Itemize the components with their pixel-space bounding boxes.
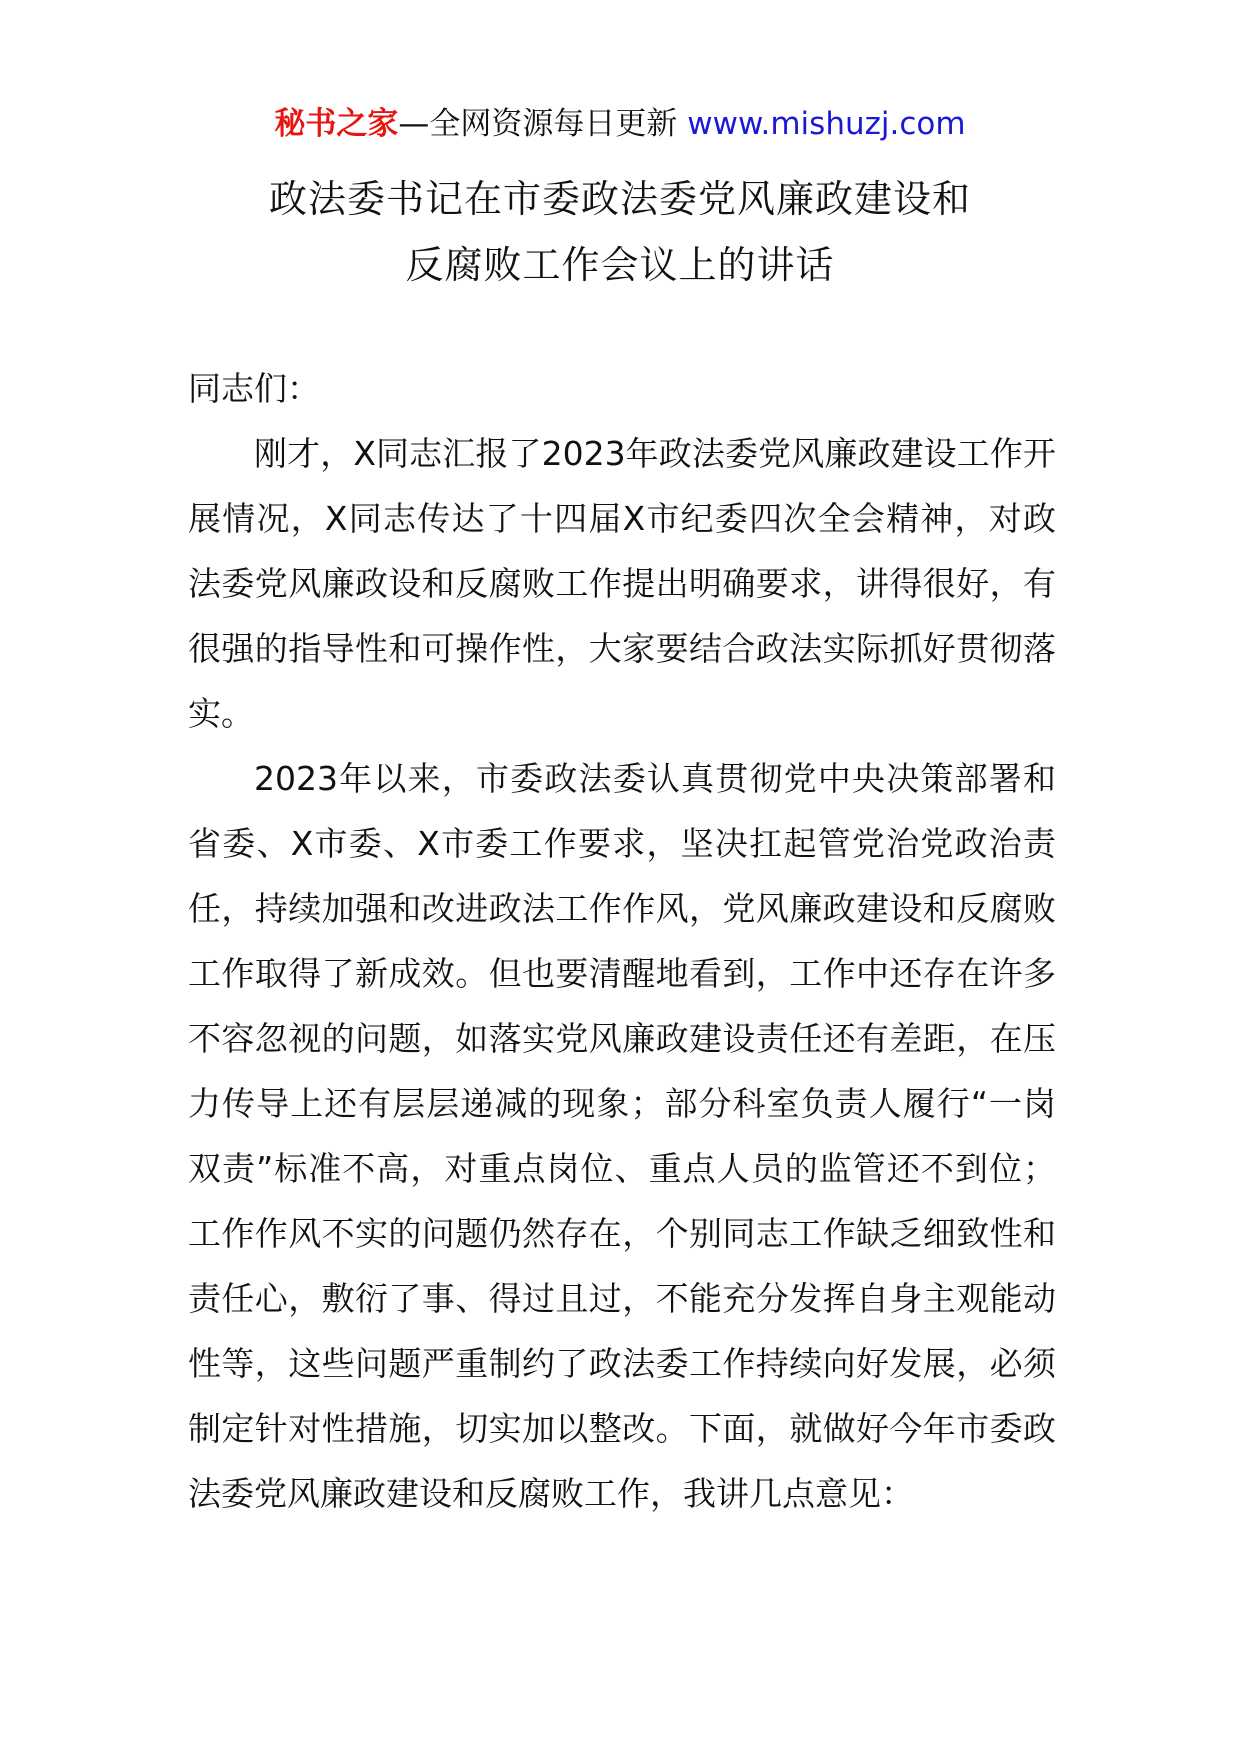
- site-header: [0, 104, 1240, 144]
- document-title: [0, 166, 1240, 298]
- salutation: 同志们：: [188, 369, 320, 408]
- header-slogan: —全网资源每日更新: [398, 106, 688, 142]
- brand-name: 秘书之家: [274, 106, 399, 142]
- title-line-2: 反腐败工作会议上的讲话: [405, 243, 835, 287]
- paragraph-2: 2023年以来，市委政法委认真贯彻党中央决策部署和省委、X市委、X市委工作要求，坚决扛起管党治党政治责任，持续加强和改进政法工作作风，党风廉政建设和反腐败工作取得了新成效。但也要清醒地看到，工作中还存在许多不容忽视的问题，如落实党风廉政建设责任还有差距，在压力传导上还有层层递减的现象；部分科室负责人履行“一岗双责”标准不高，对重点岗位、重点人员的监管还不到位；工作作风不实的问题仍然存在，个别同志工作缺乏细致性和责任心，敷衍了事、得过且过，不能充分发挥自身主观能动性等，这些问题严重制约了政法委工作持续向好发展，必须制定针对性措施，切实加以整改。下面，就做好今年市委政法委党风廉政建设和反腐败工作，我讲几点意见：: [188, 759, 1056, 1513]
- document-body: [188, 356, 1056, 1526]
- paragraph-1: 刚才，X同志汇报了2023年政法委党风廉政建设工作开展情况，X同志传达了十四届X市纪委四次全会精神，对政法委党风廉政设和反腐败工作提出明确要求，讲得很好，有很强的指导性和可操作性，大家要结合政法实际抓好贯彻落实。: [188, 434, 1056, 733]
- title-line-1: 政法委书记在市委政法委党风廉政建设和: [268, 177, 971, 221]
- site-url[interactable]: www.mishuzj.com: [687, 106, 966, 142]
